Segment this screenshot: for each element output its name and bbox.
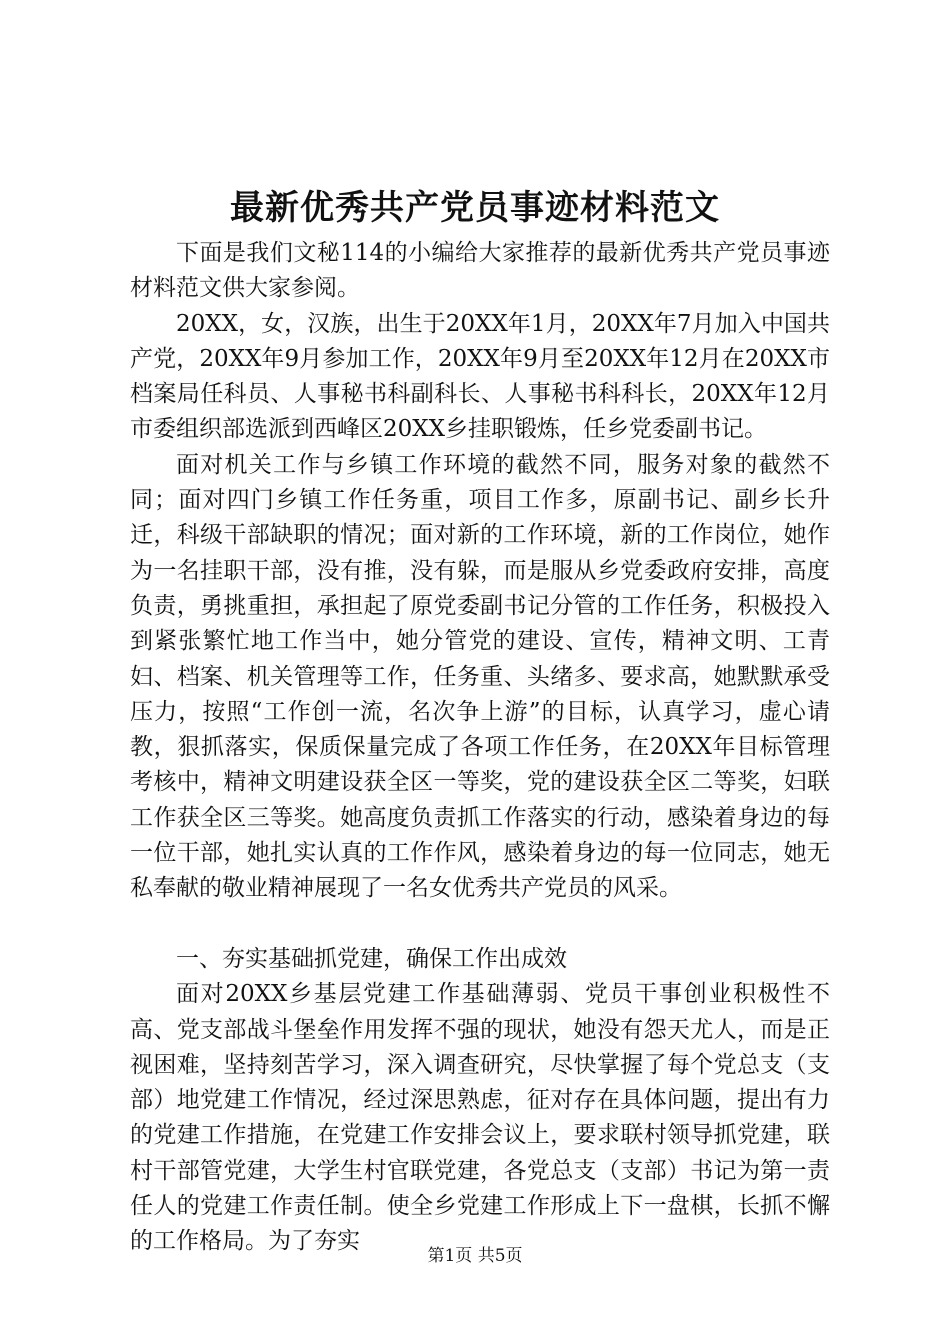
intro-paragraph: 下面是我们文秘114的小编给大家推荐的最新优秀共产党员事迹材料范文供大家参阅。 [130,240,830,302]
bio-paragraph: 20XX，女，汉族，出生于20XX年1月，20XX年7月加入中国共产党，20XX年9月参加工作，20XX年9月至20XX年12月在20XX市档案局任科员、人事秘书科副科长、人事秘书科科长，20XX年12月市委组织部选派到西峰区20XX乡挂职锻炼，任乡党委副书记。 [130,310,830,443]
page-number-footer: 第1页 共5页 [427,1246,523,1266]
work-paragraph: 面对机关工作与乡镇工作环境的截然不同，服务对象的截然不同；面对四门乡镇工作任务重，项目工作多，原副书记、副乡长升迁，科级干部缺职的情况；面对新的工作环境，新的工作岗位，她作为一名挂职干部，没有推，没有躲，而是服从乡党委政府安排，高度负责，勇挑重担，承担起了原党委副书记分管的工作任务，积极投入到紧张繁忙地工作当中，她分管党的建设、宣传，精神文明、工青妇、档案、机关管理等工作，任务重、头绪多、要求高，她默默承受压力，按照“工作创一流，名次争上游”的目标，认真学习，虚心请教，狠抓落实，保质保量完成了各项工作任务，在20XX年目标管理考核中，精神文明建设获全区一等奖，党的建设获全区二等奖，妇联工作获全区三等奖。她高度负责抓工作落实的行动，感染着身边的每一位干部，她扎实认真的工作作风，感染着身边的每一位同志，她无私奉献的敬业精神展现了一名女优秀共产党员的风采。 [130,451,830,902]
section-paragraph: 面对20XX乡基层党建工作基础薄弱、党员干事创业积极性不高、党支部战斗堡垒作用发挥不强的现状，她没有怨天尤人，而是正视困难，坚持刻苦学习，深入调查研究，尽快掌握了每个党总支（支部）地党建工作情况，经过深思熟虑，征对存在具体问题，提出有力的党建工作措施，在党建工作安排会议上，要求联村领导抓党建，联村干部管党建，大学生村官联党建，各党总支（支部）书记为第一责任人的党建工作责任制。使全乡党建工作形成上下一盘棋，长抓不懈的工作格局。为了夯实 [130,981,830,1255]
document-body [130,236,830,1260]
document-title: 最新优秀共产党员事迹材料范文 [230,188,720,228]
section-heading: 一、夯实基础抓党建，确保工作出成效 [176,945,567,972]
